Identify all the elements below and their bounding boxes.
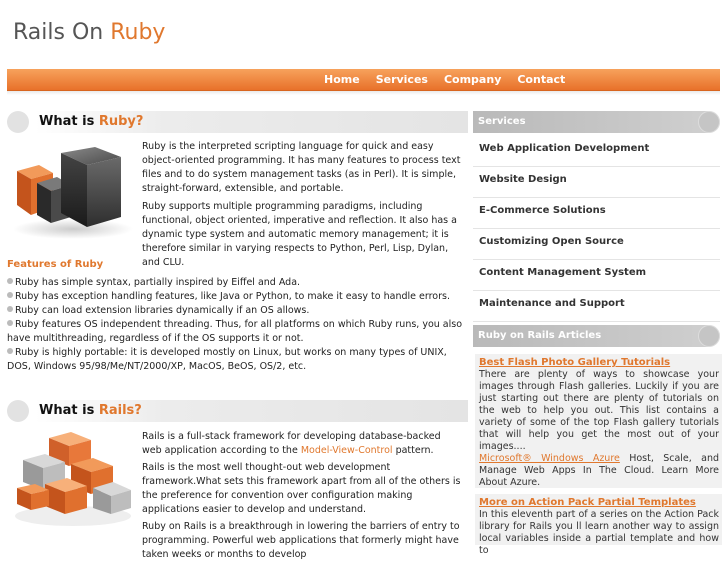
- list-item: Ruby is highly portable: it is developed mostly on Linux, but works on many types of UNIX, DOS, Windows 95/98/Me/NT/2000/XP, MacOS, BeOS, OS/2, etc.: [7, 347, 447, 372]
- rails-intro-paragraph: Rails is a full-stack framework for developing database-backed web application according to the Model-View-Control pattern.: [142, 431, 441, 456]
- services-sidebar-title: Services: [478, 116, 526, 127]
- list-item: Ruby has exception handling features, like Java or Python, to make it easy to handle errors.: [7, 290, 464, 304]
- rails-breakthrough-paragraph-wrap: [7, 534, 147, 548]
- site-logo[interactable]: [13, 20, 165, 45]
- article-body: In this eleventh part of a series on the Action Pack library for Rails you ll learn another way to assign local variables inside a partial template and how to: [479, 509, 719, 556]
- bullet-icon: [7, 320, 13, 326]
- header-circle-icon: [698, 111, 720, 133]
- list-item: Ruby features OS independent threading. Thus, for all platforms on which Ruby runs, you also have multithreading, regardless of if the OS supports it or not.: [7, 319, 463, 344]
- articles-sidebar-title: Ruby on Rails Articles: [478, 330, 602, 341]
- rails-framework-paragraph: Rails is the most well thought-out web development framework.What sets this framework apart from all of the others is the preference for convention over configuration making applications easier to develop and understand.: [142, 462, 461, 515]
- ruby-section-header: [7, 111, 468, 133]
- article-item: [475, 494, 722, 556]
- ruby-paradigms-paragraph: Ruby supports multiple programming paradigms, including functional, object oriented, imperative and reflection. It also has a dynamic type system and automatic memory management; it is therefore similar in varying respects to Python, Perl, Lisp, Dylan, and CLU.: [142, 201, 457, 268]
- ruby-section-title: What is Ruby?: [39, 114, 144, 129]
- header-circle-icon: [698, 325, 720, 347]
- articles-sidebar-header: [473, 325, 720, 347]
- nav-company[interactable]: Company: [443, 73, 502, 86]
- services-list: [473, 136, 720, 322]
- rails-section-header: [7, 400, 468, 422]
- mvc-link[interactable]: Model-View-Control: [300, 445, 393, 456]
- header: [0, 0, 727, 68]
- service-customizing-open-source[interactable]: Customizing Open Source: [473, 229, 720, 260]
- rails-breakthrough-paragraph: Ruby on Rails is a breakthrough in lowering the barriers of entry to programming. Powerful web applications that formerly might have taken weeks or months to develop: [142, 521, 460, 560]
- list-item: Ruby can load extension libraries dynamically if an OS allows.: [7, 304, 464, 318]
- navbar-shadow: [7, 91, 720, 95]
- services-sidebar-header: [473, 111, 720, 133]
- bullet-icon: [7, 348, 13, 354]
- header-circle-icon: [7, 400, 29, 422]
- main-navbar: [7, 69, 720, 91]
- ruby-intro-paragraph: Ruby is the interpreted scripting language for quick and easy object-oriented programming. It has many features to process text files and to do system management tasks (as in Perl). It is simple, straight-forward, extensible, and portable.: [142, 141, 461, 194]
- article-item: [475, 354, 722, 488]
- rails-section-title: What is Rails?: [39, 403, 142, 418]
- bullet-icon: [7, 306, 13, 312]
- ruby-cubes-image: [9, 143, 137, 241]
- header-circle-icon: [7, 111, 29, 133]
- features-list: [7, 276, 464, 374]
- list-item: Ruby has simple syntax, partially inspired by Eiffel and Ada.: [7, 276, 464, 290]
- service-content-management-system[interactable]: Content Management System: [473, 260, 720, 291]
- service-web-application-development[interactable]: Web Application Development: [473, 136, 720, 167]
- article-title-link[interactable]: Best Flash Photo Gallery Tutorials: [479, 357, 671, 368]
- article-title-link[interactable]: More on Action Pack Partial Templates: [479, 497, 696, 508]
- features-title: Features of Ruby: [7, 259, 104, 270]
- service-e-commerce-solutions[interactable]: E-Commerce Solutions: [473, 198, 720, 229]
- service-website-design[interactable]: Website Design: [473, 167, 720, 198]
- nav-contact[interactable]: Contact: [517, 73, 566, 86]
- bullet-icon: [7, 292, 13, 298]
- azure-ad-link[interactable]: Microsoft® Windows Azure: [479, 453, 620, 464]
- rails-cubes-image: [9, 430, 137, 530]
- nav-services[interactable]: Services: [375, 73, 428, 86]
- article-body: There are plenty of ways to showcase your images through Flash galleries. Luckily if you are just starting out there are plenty of tutorials on the web to help you out. This list contains a variety of some of the top Flash gallery tutorials that will help you get the most out of your images.... Microsoft® Windows Azure Host, Scale, and Manage Web Apps In The Cloud. Learn More About Azure.: [479, 369, 719, 488]
- nav-home[interactable]: Home: [324, 73, 360, 86]
- logo-text-main: Rails On: [13, 20, 111, 45]
- bullet-icon: [7, 278, 13, 284]
- service-maintenance-and-support[interactable]: Maintenance and Support: [473, 291, 720, 322]
- logo-text-accent: Ruby: [110, 20, 166, 45]
